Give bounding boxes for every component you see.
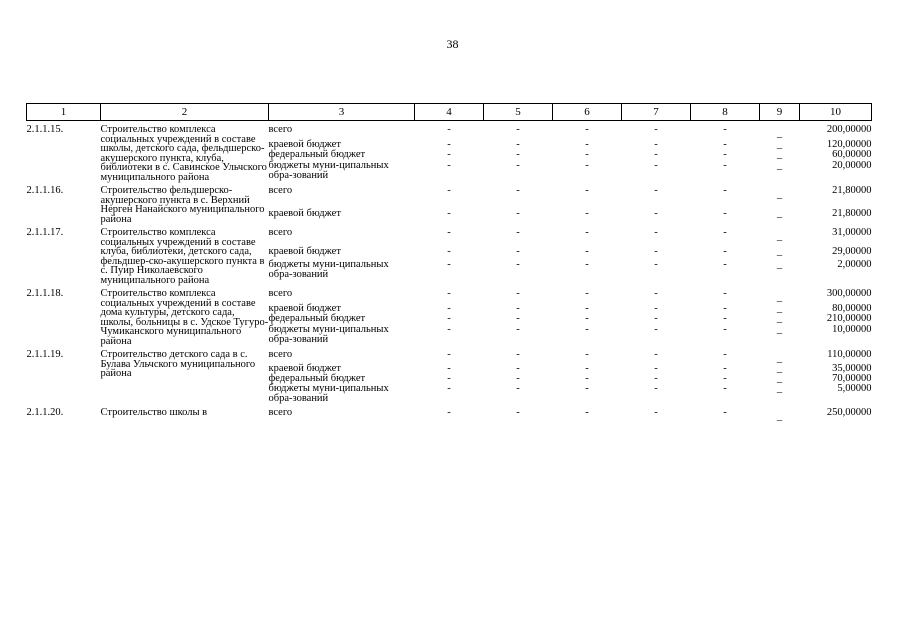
funding-source: краевой бюджет [268,302,341,314]
value-col-6: - [585,124,589,135]
value-col-6: - [585,407,589,418]
value-col-7: - [654,227,658,238]
table-row [27,182,872,209]
value-total: 60,00000 [832,149,872,161]
value-total: 110,00000 [827,349,872,360]
value-col-7: - [654,373,658,384]
value-col-5: - [516,185,520,196]
value-col-9: _ [776,323,783,335]
value-col-4: - [447,149,451,161]
value-total: 31,00000 [832,227,872,238]
value-col-9: _ [776,353,783,364]
value-col-5: - [516,383,520,394]
value-col-4: - [447,288,451,299]
value-col-7: - [654,383,658,394]
value-col-5: - [516,349,520,360]
value-col-8: - [723,185,727,196]
value-col-8: - [723,323,727,335]
funding-source: всего [268,288,293,299]
item-name [101,224,269,285]
value-col-4: - [447,373,451,384]
value-total: 10,00000 [832,323,872,335]
value-col-5: - [516,159,520,171]
item-name-text: Строительство фельдшерско-акушерского пункта в с. Верхний Нерген Нанайского муниципального района [100,185,265,225]
item-name [101,121,269,183]
value-col-7: - [654,159,658,171]
value-col-7: - [654,208,658,219]
item-name [101,182,269,224]
value-col-6: - [585,363,589,374]
value-col-4: - [447,245,451,257]
value-col-6: - [585,373,589,384]
col-header-7: 7 [622,104,691,121]
value-col-8: - [723,149,727,161]
value-total: 80,00000 [832,302,872,314]
value-total: 210,00000 [826,313,872,325]
funding-source: всего [268,185,293,196]
funding-source: всего [268,349,293,360]
value-col-9: _ [776,363,783,374]
value-col-7: - [654,288,658,299]
item-name-text: Строительство комплекса социальных учреждений в составе школы, детского сада, фельдшерско-акушерского пункта, клуба, библиотеки в с. Савинское Ульчского муниципального района [100,124,267,183]
value-col-9: _ [776,411,783,422]
item-name [101,346,269,404]
page-number: 38 [446,37,459,51]
value-col-9: _ [776,258,783,270]
value-col-9: _ [776,373,783,384]
value-total: 20,00000 [832,159,872,171]
value-col-7: - [654,124,658,135]
col-header-2: 2 [101,104,269,121]
value-col-6: - [585,323,589,335]
value-col-4: - [447,302,451,314]
value-col-5: - [516,227,520,238]
col-header-10: 10 [800,104,872,121]
funding-source: краевой бюджет [268,245,341,257]
value-col-8: - [723,373,727,384]
value-col-8: - [723,208,727,219]
value-col-9: _ [776,149,783,161]
value-col-5: - [516,124,520,135]
value-col-6: - [585,138,589,150]
col-header-9: 9 [760,104,800,121]
value-total: 70,00000 [832,373,872,384]
col-header-3: 3 [269,104,415,121]
value-col-8: - [723,245,727,257]
value-col-9: _ [776,231,783,242]
value-col-6: - [585,245,589,257]
value-col-5: - [516,258,520,270]
col-header-6: 6 [553,104,622,121]
funding-source: всего [268,227,293,238]
col-header-4: 4 [415,104,484,121]
item-name-text: Строительство комплекса социальных учреждений в составе дома культуры, детского сада, школы, больницы в с. Удское Тугуро-Чумиканского муниципального района [100,288,269,347]
funding-source: федеральный бюджет [268,373,366,384]
value-col-8: - [723,349,727,360]
value-col-9: _ [776,302,783,314]
value-col-4: - [447,383,451,394]
value-col-9: _ [776,313,783,325]
value-col-6: - [585,313,589,325]
funding-source: краевой бюджет [268,208,341,219]
table-row [27,285,872,304]
budget-table [26,103,872,422]
value-col-4: - [447,124,451,135]
value-total: 2,00000 [837,258,872,270]
value-total: 35,00000 [832,363,872,374]
value-col-7: - [654,313,658,325]
item-number: 2.1.1.19. [26,349,64,360]
value-col-6: - [585,288,589,299]
value-col-9: _ [776,208,783,219]
value-col-8: - [723,407,727,418]
funding-source: бюджеты муни-ципальных обра-зований [268,159,389,181]
value-col-6: - [585,185,589,196]
value-total: 21,80000 [832,185,872,196]
table-body [27,121,872,423]
funding-source: федеральный бюджет [268,149,366,161]
value-col-4: - [447,208,451,219]
value-col-8: - [723,138,727,150]
value-col-7: - [654,258,658,270]
col-header-1: 1 [27,104,101,121]
value-col-8: - [723,302,727,314]
value-col-8: - [723,313,727,325]
value-col-6: - [585,349,589,360]
value-col-5: - [516,245,520,257]
value-col-4: - [447,227,451,238]
value-col-5: - [516,323,520,335]
funding-source: бюджеты муни-ципальных обра-зований [268,323,389,345]
item-number: 2.1.1.16. [26,185,64,196]
value-col-8: - [723,288,727,299]
value-col-4: - [447,138,451,150]
value-col-5: - [516,149,520,161]
value-col-9: _ [776,189,783,200]
value-col-5: - [516,373,520,384]
value-col-6: - [585,302,589,314]
value-col-8: - [723,363,727,374]
value-col-9: _ [776,138,783,150]
value-col-7: - [654,349,658,360]
col-header-5: 5 [484,104,553,121]
table-row [27,224,872,247]
funding-source: краевой бюджет [268,138,341,150]
funding-source: бюджеты муни-ципальных обра-зований [268,383,389,404]
value-col-5: - [516,407,520,418]
value-col-7: - [654,323,658,335]
item-name [101,285,269,346]
item-number: 2.1.1.17. [26,227,64,238]
value-col-7: - [654,138,658,150]
value-col-7: - [654,363,658,374]
item-name-text: Строительство комплекса социальных учреждений в составе клуба, библиотеки, детского сада, фельдшер-ско-акушерского пункта в с. Пуир Николаевского муниципального района [100,227,265,286]
value-col-5: - [516,138,520,150]
value-col-9: _ [776,245,783,257]
value-col-5: - [516,363,520,374]
table-row [27,346,872,364]
table-row [27,404,872,422]
value-col-6: - [585,258,589,270]
value-col-4: - [447,407,451,418]
value-total: 5,00000 [837,383,872,394]
item-name-text: Строительство детского сада в с. Булава Ульчского муниципального района [100,349,256,379]
value-col-8: - [723,159,727,171]
value-col-7: - [654,302,658,314]
value-col-5: - [516,313,520,325]
item-number: 2.1.1.18. [26,288,64,299]
funding-source: всего [268,124,293,135]
value-total: 300,00000 [826,288,872,299]
item-name-text: Строительство школы в [100,407,208,418]
item-name [101,404,269,422]
value-col-6: - [585,208,589,219]
value-col-9: _ [776,383,783,394]
funding-source: всего [268,407,293,418]
funding-source: краевой бюджет [268,363,341,374]
value-col-8: - [723,383,727,394]
value-col-9: _ [776,128,783,139]
item-number: 2.1.1.20. [26,407,64,418]
funding-source: бюджеты муни-ципальных обра-зований [268,258,389,280]
value-col-6: - [585,149,589,161]
value-col-4: - [447,323,451,335]
value-col-4: - [447,185,451,196]
value-col-4: - [447,349,451,360]
value-col-7: - [654,407,658,418]
value-col-5: - [516,288,520,299]
value-col-7: - [654,149,658,161]
value-total: 29,00000 [832,245,872,257]
value-col-4: - [447,363,451,374]
value-col-6: - [585,159,589,171]
value-col-4: - [447,313,451,325]
value-col-6: - [585,383,589,394]
value-col-8: - [723,124,727,135]
value-col-4: - [447,159,451,171]
table-row [27,121,872,140]
value-total: 120,00000 [826,138,872,150]
value-col-8: - [723,258,727,270]
value-col-9: _ [776,292,783,303]
value-col-8: - [723,227,727,238]
value-col-9: _ [776,159,783,171]
table-header-row [27,104,872,121]
value-total: 200,00000 [826,124,872,135]
col-header-8: 8 [691,104,760,121]
value-col-5: - [516,302,520,314]
value-col-7: - [654,245,658,257]
value-col-5: - [516,208,520,219]
value-total: 250,00000 [826,407,872,418]
funding-source: федеральный бюджет [268,313,366,325]
value-col-6: - [585,227,589,238]
value-col-4: - [447,258,451,270]
item-number: 2.1.1.15. [26,124,64,135]
value-total: 21,80000 [832,208,872,219]
value-col-7: - [654,185,658,196]
